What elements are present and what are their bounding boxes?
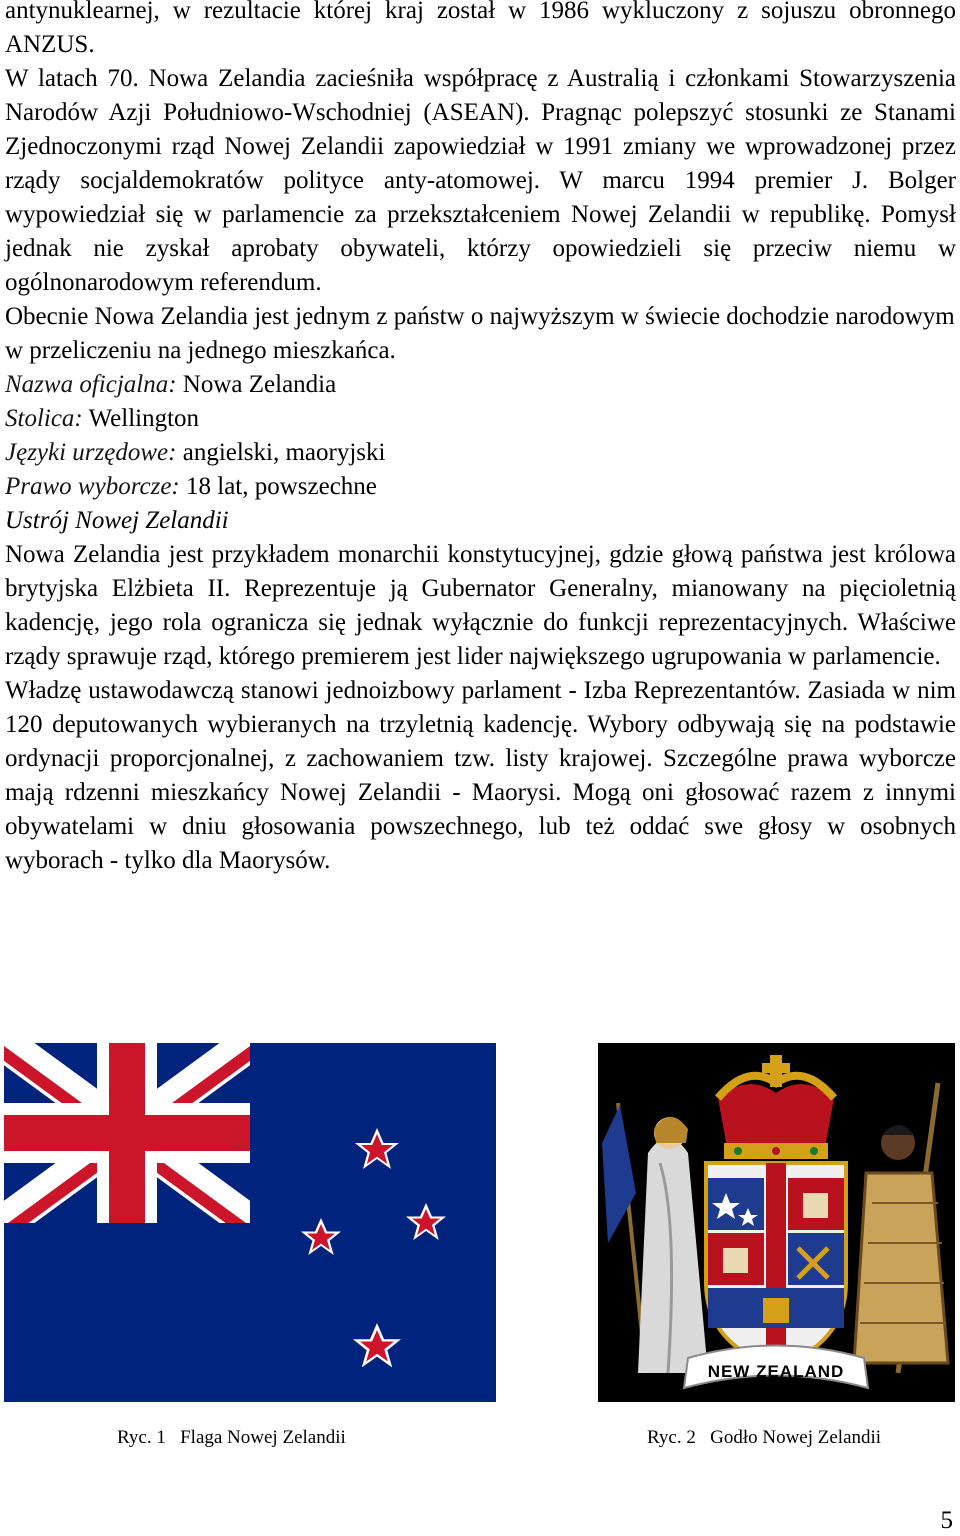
figure-caption-coat-of-arms: Ryc. 2 Godło Nowej Zelandii [647, 1427, 882, 1448]
coat-of-arms-svg [598, 1043, 955, 1402]
paragraph-anzus: antynuklearnej, w rezultacie której kraj został w 1986 wykluczony z sojuszu obronnego ANZUS. [5, 0, 956, 58]
fact-value: angielski, maoryjski [176, 439, 386, 466]
union-jack-canton [4, 1043, 256, 1229]
fact-label: Nazwa oficjalna: [5, 371, 177, 398]
fact-value: Nowa Zelandia [176, 371, 337, 398]
nz-coat-of-arms-image [598, 1043, 955, 1402]
page-number: 5 [940, 1507, 953, 1534]
fact-value: Wellington [82, 405, 200, 432]
banner-text: NEW ZEALAND [707, 1362, 845, 1381]
nz-flag-image [4, 1043, 496, 1402]
fact-label: Stolica: [5, 405, 83, 432]
figure-caption-flag: Ryc. 1 Flaga Nowej Zelandii [117, 1427, 346, 1448]
document-body [5, 0, 956, 878]
fact-label: Języki urzędowe: [5, 439, 177, 466]
section-heading: Ustrój Nowej Zelandii [5, 507, 229, 534]
paragraph-monarchy: Nowa Zelandia jest przykładem monarchii konstytucyjnej, gdzie głową państwa jest królowa brytyjska Elżbieta II. Reprezentuje ją Gubernator Generalny, mianowany na pięcioletnią kadencję, jego rola ogranicza się jednak wyłącznie do funkcji reprezentacyjnych. Właściwe rządy sprawuje rząd, którego premierem jest lider największego ugrupowania w parlamencie. [5, 541, 956, 670]
shield-icon [706, 1163, 846, 1368]
paragraph-parliament: Władzę ustawodawczą stanowi jednoizbowy parlament - Izba Reprezentantów. Zasiada w nim 120 deputowanych wybieranych na trzyletnią kadencję. Wybory odbywają się na podstawie ordynacji proporcjonalnej, z zachowaniem tzw. listy krajowej. Szczególne prawa wyborcze mają rdzenni mieszkańcy Nowej Zelandii - Maorysi. Mogą oni głosować razem z innymi obywatelami w dniu głosowania powszechnego, lub też oddać swe głosy w osobnych wyborach - tylko dla Maorysów. [5, 677, 956, 874]
fact-capital [5, 402, 956, 436]
fact-value: 18 lat, powszechne [179, 473, 377, 500]
paragraph-1970s: W latach 70. Nowa Zelandia zacieśniła współpracę z Australią i członkami Stowarzyszenia Narodów Azji Południowo-Wschodniej (ASEAN). Pragnąc polepszyć stosunki ze Stanami Zjednoczonymi rząd Nowej Zelandii zapowiedział w 1991 zmiany we wprowadzonej przez rządy socjaldemokratów polityce anty-atomowej. W marcu 1994 premier J. Bolger wypowiedział się w parlamencie za przekształceniem Nowej Zelandii w republikę. Pomysł jednak nie zyskał aprobaty obywateli, którzy opowiedzieli się przeciw niemu w ogólnonarodowym referendum. [5, 65, 956, 296]
nz-flag-svg [4, 1043, 496, 1402]
fact-label: Prawo wyborcze: [5, 473, 180, 500]
fact-suffrage [5, 470, 956, 504]
paragraph-income: Obecnie Nowa Zelandia jest jednym z państw o najwyższym w świecie dochodzie narodowym w przeliczeniu na jednego mieszkańca. [5, 303, 955, 364]
fact-official-name [5, 368, 956, 402]
fact-languages [5, 436, 956, 470]
